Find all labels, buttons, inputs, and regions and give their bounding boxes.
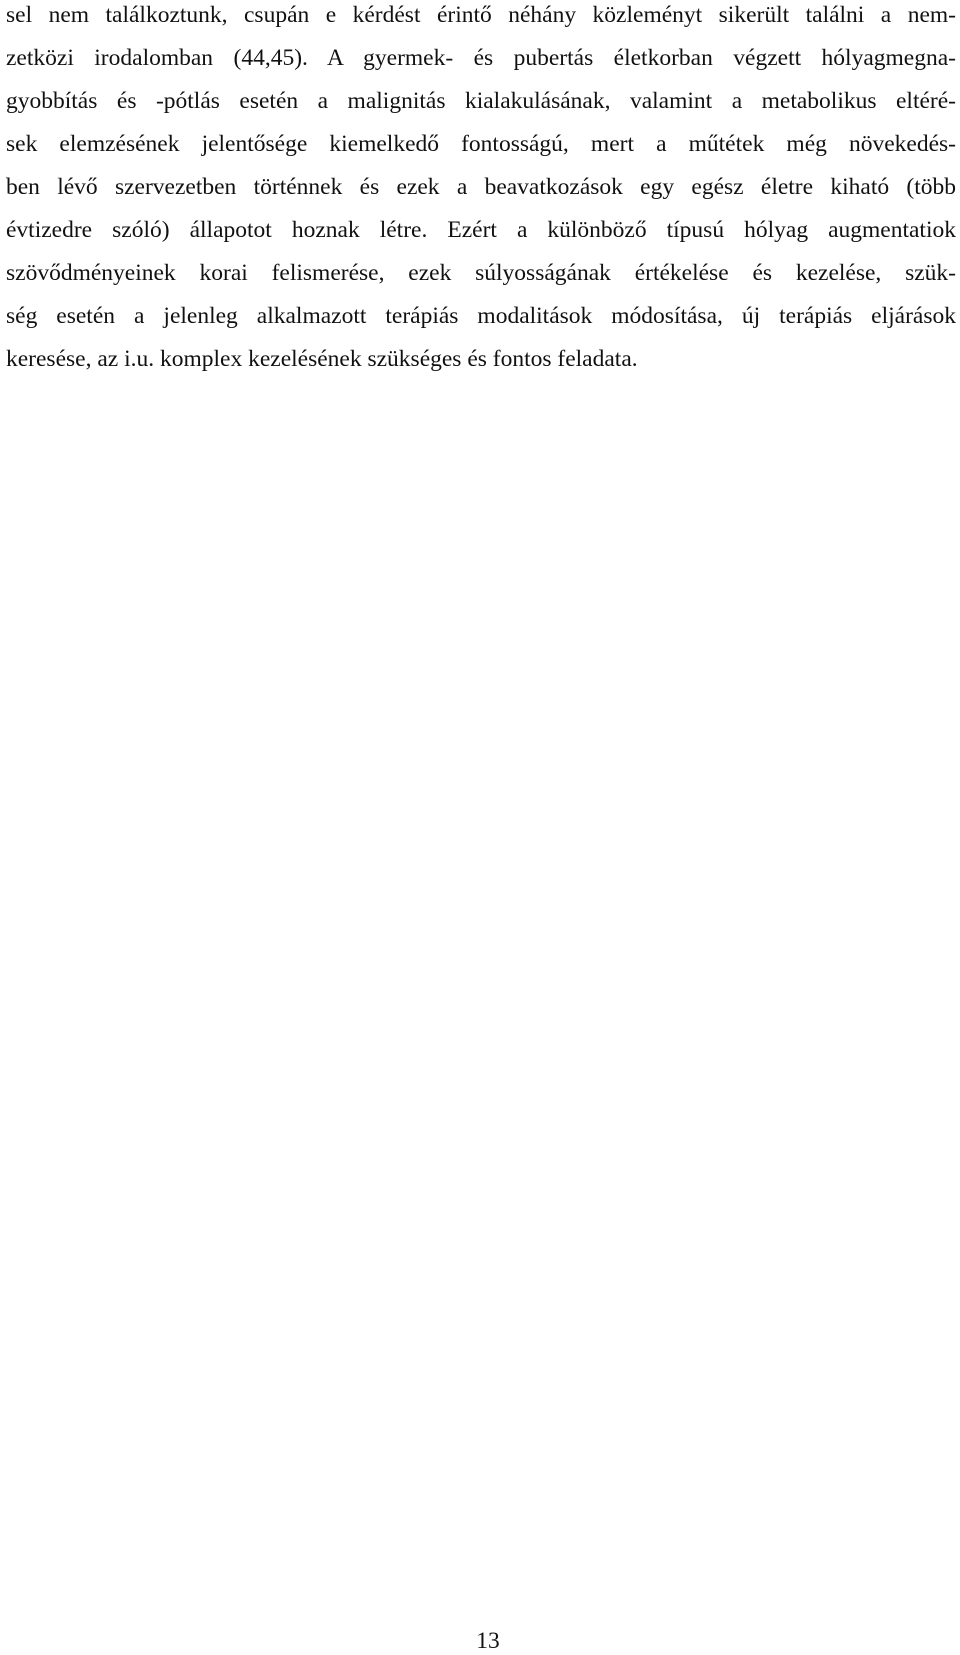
paragraph-line: szövődményeinek korai felismerése, ezek súlyosságának értékelése és kezelése, szük-	[6, 260, 956, 286]
paragraph-line: sek elemzésének jelentősége kiemelkedő fontosságú, mert a műtétek még növekedés-	[6, 131, 956, 157]
paragraph-line: keresése, az i.u. komplex kezelésének szükséges és fontos feladata.	[6, 346, 638, 372]
paragraph-line: sel nem találkoztunk, csupán e kérdést érintő néhány közleményt sikerült találni a nem-	[6, 2, 956, 28]
paragraph-line: évtizedre szóló) állapotot hoznak létre. Ezért a különböző típusú hólyag augmentatiok	[6, 217, 956, 243]
paragraph-line: ség esetén a jelenleg alkalmazott terápiás modalitások módosítása, új terápiás eljárások	[6, 303, 956, 329]
paragraph-line: gyobbítás és -pótlás esetén a malignitás kialakulásának, valamint a metabolikus eltéré-	[6, 88, 956, 114]
paragraph-line: zetközi irodalomban (44,45). A gyermek- és pubertás életkorban végzett hólyagmegna-	[6, 45, 956, 71]
page-number: 13	[476, 1628, 500, 1654]
paragraph-line: ben lévő szervezetben történnek és ezek a beavatkozások egy egész életre kiható (több	[6, 174, 956, 200]
